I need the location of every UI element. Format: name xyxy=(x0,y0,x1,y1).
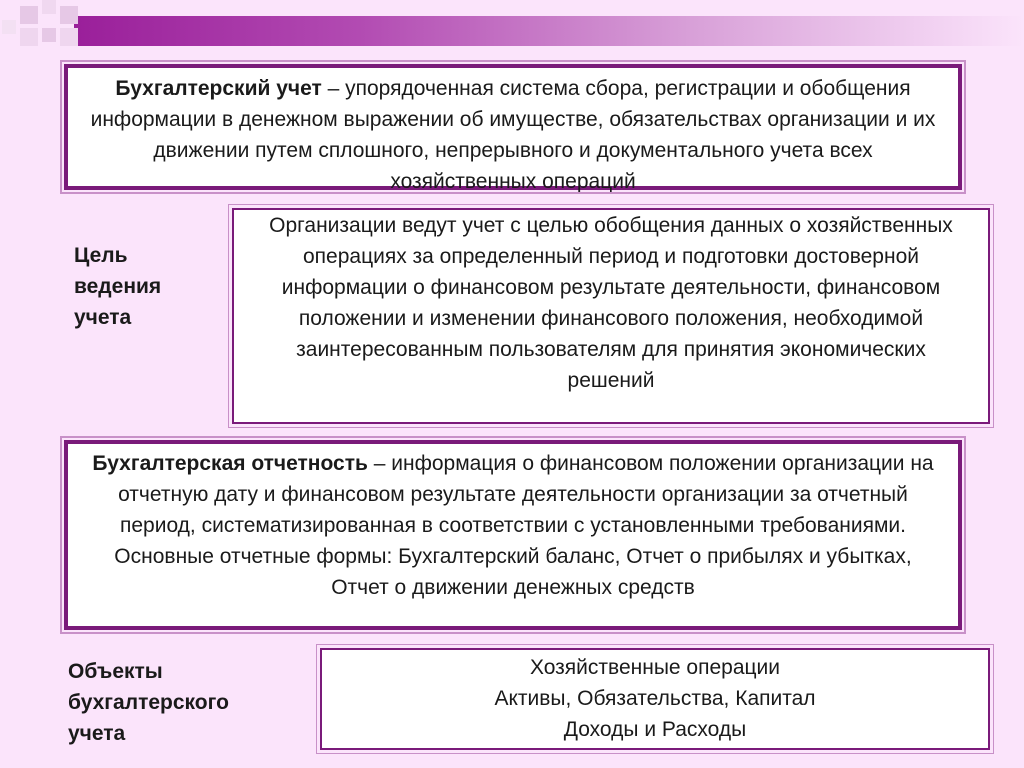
accounting-definition: – упорядоченная система сбора, регистрации и обобщения информации в денежном выражении об имуществе, обязательствах организации и их движении путем сплошного, непрерывного и документального учета всех хозяйственных операций xyxy=(90,77,936,193)
objects-list-item: Доходы и Расходы xyxy=(563,718,747,741)
accounting-definition-box xyxy=(64,64,962,193)
objects-list-box xyxy=(320,648,990,750)
objects-list-item: Активы, Обязательства, Капитал xyxy=(494,687,816,710)
decor-square xyxy=(42,0,56,14)
reporting-definition-box xyxy=(64,440,962,630)
decor-square xyxy=(20,6,38,24)
decor-square xyxy=(42,28,56,42)
objects-list-item: Хозяйственные операции xyxy=(529,656,781,679)
goal-text-box xyxy=(232,208,990,424)
decor-square xyxy=(60,28,78,46)
accounting-term: Бухгалтерский учет xyxy=(115,77,322,100)
decor-square xyxy=(60,6,78,24)
decor-square xyxy=(20,28,38,46)
goal-text: Организации ведут учет с целью обобщения данных о хозяйственных операциях за определенный период и подготовки достоверной информации о финансовом результате деятельности, финансовом положении и изменении финансового положения, необходимой заинтересованным пользователям для принятия экономических решений xyxy=(269,214,953,392)
reporting-definition: – информация о финансовом положении организации на отчетную дату и финансовом результате деятельности организации за отчетный период, систематизированная в соответствии с установленными требованиями. Основные отчетные формы: Бухгалтерский баланс, Отчет о прибылях и убытках, Отчет о движении денежных средств xyxy=(114,452,934,599)
title-bar-decoration xyxy=(74,16,1024,46)
objects-label-line: Объекты xyxy=(68,660,163,683)
objects-label-line: учета xyxy=(68,722,126,745)
objects-label xyxy=(68,656,229,749)
goal-label-line: Цель xyxy=(74,244,128,267)
decor-square xyxy=(2,20,16,34)
reporting-term: Бухгалтерская отчетность xyxy=(92,452,368,475)
goal-label xyxy=(74,240,161,333)
goal-label-line: ведения xyxy=(74,275,162,298)
objects-label-line: бухгалтерского xyxy=(68,691,229,714)
goal-label-line: учета xyxy=(74,306,132,329)
